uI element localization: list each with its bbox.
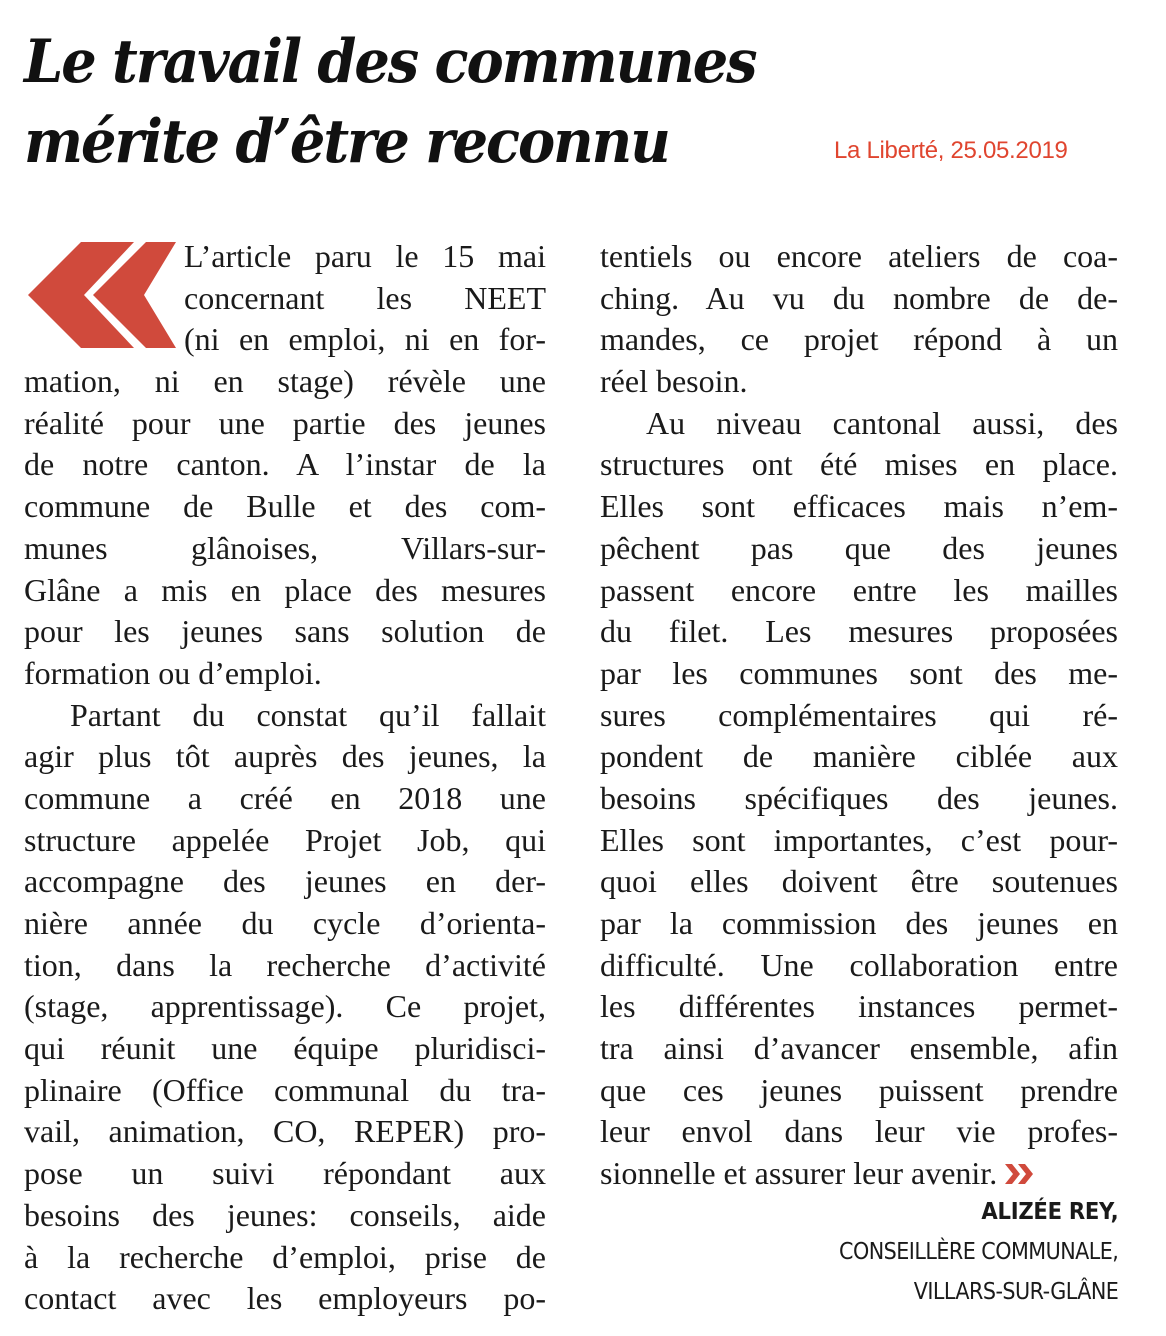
article-text-line: que ces jeunes puissent prendre — [600, 1071, 1118, 1108]
article-text-line: pose un suivi répondant aux — [24, 1155, 546, 1192]
article-text-line: les différentes instances permet- — [600, 988, 1118, 1025]
article-text-line: mandes, ce projet répond à un — [600, 321, 1118, 358]
article-text-line: réalité pour une partie des jeunes — [24, 404, 546, 441]
article-text-line: pour les jeunes sans solution de — [24, 613, 546, 650]
article-text-line: tion, dans la recherche d’activité — [24, 946, 546, 983]
article-text-line: tra ainsi d’avancer ensemble, afin — [600, 1030, 1118, 1067]
article-text-line: à la recherche d’emploi, prise de — [24, 1238, 546, 1275]
article-headline — [24, 22, 768, 182]
article-text-line: concernant les NEET — [184, 279, 546, 316]
article-text-line: ching. Au vu du nombre de de- — [600, 279, 1118, 316]
article-text-line: Elles sont efficaces mais n’em- — [600, 488, 1118, 525]
article-column-right — [600, 236, 1118, 1195]
article-text-line: (stage, apprentissage). Ce projet, — [24, 988, 546, 1025]
article-text-line: vail, animation, CO, REPER) pro- — [24, 1113, 546, 1150]
article-text-line: par les communes sont des me- — [600, 654, 1118, 691]
article-text-line: tentiels ou encore ateliers de coa- — [600, 238, 1118, 274]
article-text-line: L’article paru le 15 mai — [184, 238, 546, 274]
article-text-line: par la commission des jeunes en — [600, 905, 1118, 941]
article-text-line: besoins spécifiques des jeunes. — [600, 779, 1118, 816]
article-text-line: quoi elles doivent être soutenues — [600, 863, 1118, 900]
headline-line-2: mérite d’être reconnu — [24, 107, 669, 177]
article-text-line: leur envol dans leur vie profes- — [600, 1113, 1118, 1150]
article-text-line: Partant du constat qu’il fallait — [70, 696, 546, 733]
article-text-line: (ni en emploi, ni en for- — [184, 321, 546, 358]
article-text-line: sionnelle et assurer leur avenir. — [600, 1153, 1118, 1195]
article-text-line: pêchent pas que des jeunes — [600, 529, 1118, 566]
author-name: ALIZÉE REY, — [981, 1199, 1118, 1225]
article-text-line: mation, ni en stage) révèle une — [24, 363, 546, 400]
article-text-line: Glâne a mis en place des mesures — [24, 571, 546, 608]
article-text-line: passent encore entre les mailles — [600, 571, 1118, 608]
article-text-line: plinaire (Office communal du tra- — [24, 1071, 546, 1108]
article-text-line: Au niveau cantonal aussi, des — [646, 404, 1118, 441]
article-text-line: pondent de manière ciblée aux — [600, 738, 1118, 775]
author-signature — [808, 1192, 1118, 1312]
article-text-line: nière année du cycle d’orienta- — [24, 905, 546, 941]
article-text-line: difficulté. Une collaboration entre — [600, 946, 1118, 983]
article-text-line: du filet. Les mesures proposées — [600, 613, 1118, 650]
article-text-line: besoins des jeunes: conseils, aide — [24, 1196, 546, 1233]
article-text-line: contact avec les employeurs po- — [24, 1280, 546, 1317]
article-text-line: sures complémentaires qui ré- — [600, 696, 1118, 733]
article-text-line: accompagne des jeunes en der- — [24, 863, 546, 900]
article-text-line: Elles sont importantes, c’est pour- — [600, 821, 1118, 858]
source-citation: La Liberté, 25.05.2019 — [834, 137, 1068, 164]
article-text-line: commune de Bulle et des com- — [24, 488, 546, 525]
article-text-line: structures ont été mises en place. — [600, 446, 1118, 483]
article-text-line: de notre canton. A l’instar de la — [24, 446, 546, 483]
author-place: VILLARS-SUR-GLÂNE — [913, 1279, 1118, 1305]
author-role: CONSEILLÈRE COMMUNALE, — [838, 1239, 1118, 1265]
article-text-line: qui réunit une équipe pluridisci- — [24, 1030, 546, 1067]
closing-quote-icon — [1005, 1164, 1035, 1184]
headline-line-1: Le travail des communes — [24, 27, 756, 97]
article-text-line: formation ou d’emploi. — [24, 654, 322, 691]
article-text-line: agir plus tôt auprès des jeunes, la — [24, 738, 546, 775]
article-text-line: commune a créé en 2018 une — [24, 779, 546, 816]
article-text-line: munes glânoises, Villars-sur- — [24, 529, 546, 566]
article-column-left — [24, 236, 546, 1320]
article-text-line: réel besoin. — [600, 363, 748, 400]
article-text-line: structure appelée Projet Job, qui — [24, 821, 546, 858]
